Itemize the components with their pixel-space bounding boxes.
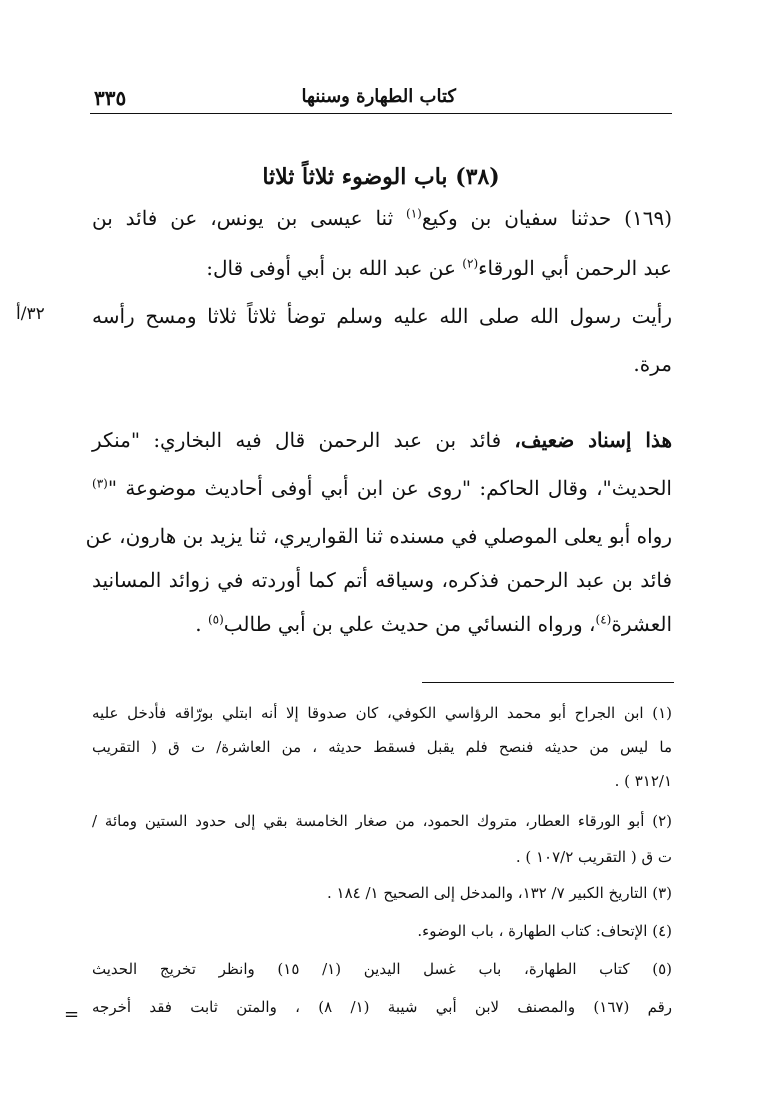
footnote-ref: (٥) [207,612,224,627]
footnote-ref: (١) [406,206,422,221]
page-number: ٣٣٥ [94,86,127,110]
commentary-line-4: فائد بن عبد الرحمن فذكره، وسياقه أتم كما أوردته في زوائد المسانيد [92,568,672,592]
manuscript-folio-note: ٣٢/أ [16,304,45,324]
commentary-text: الحديث"، وقال الحاكم: "روى عن ابن أبي أوفى أحاديث موضوعة " [107,476,672,500]
commentary-text: العشرة [611,612,672,636]
hadith-text: عن عبد الله بن أبي أوفى قال: [206,256,463,280]
footnote-1-line-1: (١) ابن الجراح أبو محمد الرؤاسي الكوفي، كان صدوقا إلا أنه ابتلي بورّاقه فأدخل عليه [92,704,672,722]
commentary-text: فائد بن عبد الرحمن قال فيه البخاري: "منكر [92,428,515,452]
continuation-mark: = [64,1004,80,1025]
footnote-4: (٤) الإتحاف: كتاب الطهارة ، باب الوضوء. [417,922,672,940]
footnote-ref: (٤) [595,612,612,627]
commentary-line-3: رواه أبو يعلى الموصلي في مسنده ثنا القواريري، ثنا يزيد بن هارون، عن [85,524,672,548]
grading-text: هذا إسناد ضعيف، [514,428,672,452]
hadith-text: عبد الرحمن أبي الورقاء [478,256,672,280]
footnote-5-line-1: (٥) كتاب الطهارة، باب غسل اليدين (١/ ١٥) وانظر تخريج الحديث [92,960,672,978]
footnote-separator [422,682,674,683]
running-title: كتاب الطهارة وسننها [301,86,456,107]
hadith-line-3: رأيت رسول الله صلى الله عليه وسلم توضأ ثلاثاً ثلاثا ومسح رأسه [92,304,672,328]
hadith-line-1 [92,206,672,230]
footnote-ref: (٢) [462,256,479,271]
page-header [90,86,672,114]
footnote-ref: (٣) [92,476,108,491]
footnote-3: (٣) التاريخ الكبير ٧/ ١٣٢، والمدخل إلى الصحيح ١/ ١٨٤ . [327,884,672,902]
header-rule [90,113,672,114]
footnote-2-line-1: (٢) أبو الورقاء العطار، متروك الحمود، من صغار الخامسة بقي إلى حدود الستين ومائة / [92,812,672,830]
commentary-text: . [195,612,208,636]
footnote-2-line-2: ت ق ( التقريب ١٠٧/٢ ) . [515,848,672,866]
footnote-5-line-2: رقم (١٦٧) والمصنف لابن أبي شيبة (١/ ٨) ، والمتن ثابت فقد أخرجه [92,998,672,1016]
commentary-line-5 [92,612,672,636]
footnote-1-line-3: ٣١٢/١ ) . [614,772,672,790]
commentary-line-1 [92,428,672,452]
commentary-text: ، ورواه النسائي من حديث علي بن أبي طالب [223,612,596,636]
footnote-1-line-2: ما ليس من حديثه فنصح فلم يقبل فسقط حديثه ، من العاشرة/ ت ق ( التقريب [92,738,672,756]
hadith-text: (١٦٩) حدثنا سفيان بن وكيع [421,206,672,230]
commentary-line-2 [92,476,672,500]
chapter-title: (٣٨) باب الوضوء ثلاثاً ثلاثا [262,164,500,190]
hadith-line-2 [92,256,672,280]
hadith-text: ثنا عيسى بن يونس، عن فائد بن [92,206,407,230]
hadith-line-4: مرة. [633,352,672,376]
